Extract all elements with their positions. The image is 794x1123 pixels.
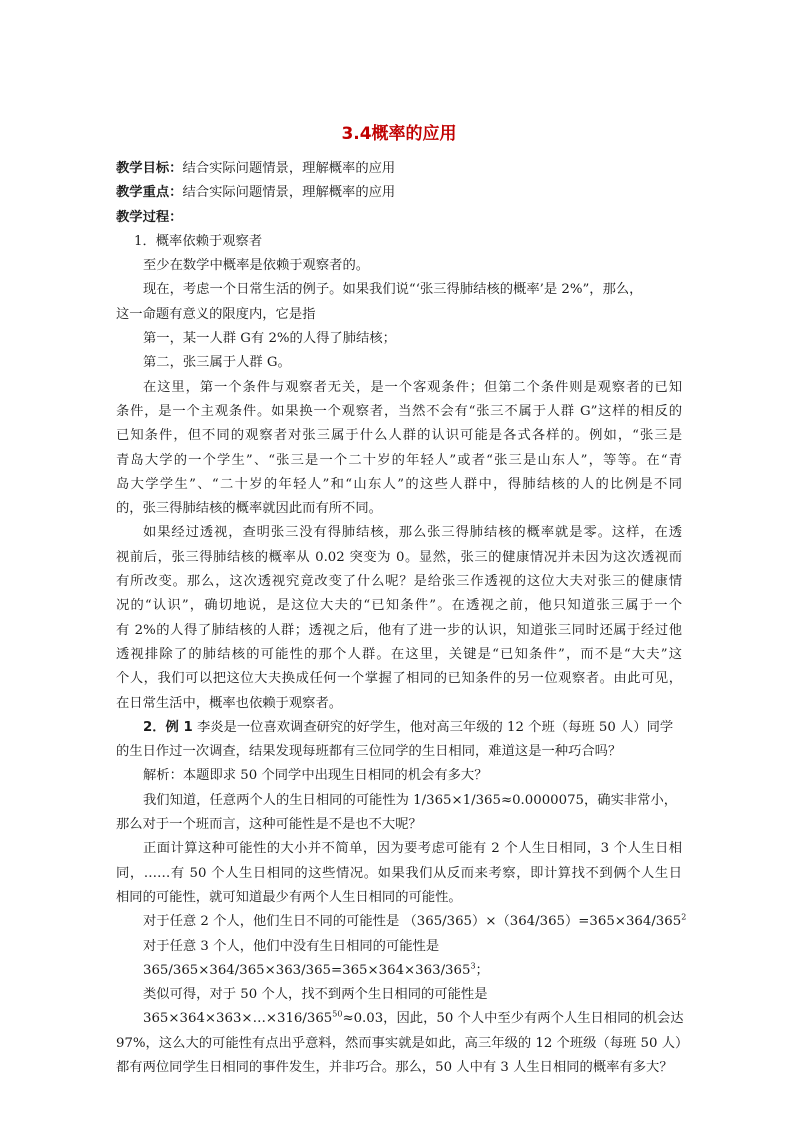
paragraph-5-line-6: 的，张三得肺结核的概率就因此而有所不同。	[116, 501, 382, 517]
teaching-focus-text: 结合实际问题情景，理解概率的应用	[182, 185, 396, 201]
paragraph-6-line-7: 个人，我们可以把这位大夫换成任何一个掌握了相同的已知条件的另一位观察者。由此可见，	[116, 671, 682, 687]
analysis-line-8a	[116, 1007, 682, 1031]
paragraph-2-line-2: 这一命题有意义的限度内，它是指	[116, 306, 316, 322]
analysis-line-8c: 都有两位同学生日相同的事件发生，并非巧合。那么，50 人中有 3 人生日相同的概率有多大？	[116, 1059, 673, 1075]
document-body	[116, 157, 689, 1080]
paragraph-5-line-2: 条件，是一个主观条件。如果换一个观察者，当然不会有“张三不属于人群 G”这样的相反的	[116, 403, 682, 419]
formula-fifty-people-tail: ≈0.03，因此，50 个人中至少有两个人生日相同的机会达	[342, 1011, 684, 1027]
section1-heading: 1．概率依赖于观察者	[134, 233, 263, 249]
teaching-goal-line	[116, 157, 682, 181]
paragraph-5-line-4: 青岛大学的一个学生”、“张三是一个二十岁的年轻人”或者“张三是山东人”，等等。在“青	[116, 452, 682, 468]
formula-fifty-people: 365×364×363×…×316/365	[143, 1011, 333, 1027]
page-title: 3.4概率的应用	[341, 124, 457, 144]
paragraph-6-line-5: 有 2%的人得了肺结核的人群；透视之后，他有了进一步的认识，知道张三同时还属于经过他	[116, 622, 682, 638]
teaching-process-line	[116, 206, 682, 230]
paragraph-2-line-1: 现在，考虑一个日常生活的例子。如果我们说“‘张三得肺结核的概率’是 2%”，那么，	[143, 282, 643, 298]
formula-two-people-exponent: 2	[681, 912, 687, 922]
teaching-goal-text: 结合实际问题情景，理解概率的应用	[182, 161, 396, 176]
analysis-line-5: 对于任意 3 个人，他们中没有生日相同的可能性是	[143, 938, 440, 954]
analysis-line-2a: 我们知道，任意两个人的生日相同的可能性为 1/365×1/365≈0.0000075，确实非常小，	[143, 792, 678, 808]
analysis-line-3a: 正面计算这种可能性的大小并不简单，因为要考虑可能有 2 个人生日相同，3 个人生日相	[143, 841, 682, 857]
teaching-focus-line	[116, 181, 682, 205]
paragraph-6-line-4: 况的“认识”，确切地说，是这位大夫的“已知条件”。在透视之前，他只知道张三属于一个	[116, 598, 682, 614]
teaching-focus-label: 教学重点：	[116, 185, 183, 201]
paragraph-6-line-6: 透视排除了的肺结核的可能性的那个人群。在这里，关键是“已知条件”，而不是“大夫”这	[116, 646, 682, 662]
analysis-line-3b: 同，……有 50 个人生日相同的这些情况。如果我们从反而来考察，即计算找不到俩个人生日	[116, 865, 682, 881]
example-line-1	[116, 716, 682, 740]
example-line-2: 的生日作过一次调查，结果发现每班都有三位同学的生日相同，难道这是一种巧合吗？	[116, 744, 622, 760]
formula-fifty-people-exponent: 50	[332, 1009, 343, 1019]
formula-three-people-exponent: 3	[470, 961, 476, 971]
analysis-line-2b: 那么对于一个班而言，这种可能性是不是也不大呢？	[116, 817, 422, 833]
analysis-line-1: 解析：本题即求 50 个同学中出现生日相同的机会有多大？	[143, 768, 488, 784]
analysis-line-4	[116, 910, 687, 934]
paragraph-5-line-1: 在这里，第一个条件与观察者无关，是一个客观条件；但第二个条件则是观察者的已知	[143, 379, 682, 395]
paragraph-5-line-3: 已知条件，但不同的观察者对张三属于什么人群的认识可能是各式各样的。例如，“张三是	[116, 428, 682, 444]
paragraph-6-line-1: 如果经过透视，查明张三没有得肺结核，那么张三得肺结核的概率就是零。这样，在透	[143, 525, 682, 541]
teaching-process-label: 教学过程：	[116, 209, 183, 225]
paragraph-6-line-2: 视前后，张三得肺结核的概率从 0.02 突变为 0。显然，张三的健康情况并未因为这次透视而	[116, 549, 682, 565]
paragraph-1: 至少在数学中概率是依赖于观察者的。	[143, 258, 370, 274]
paragraph-6-line-8: 在日常生活中，概率也依赖于观察者。	[116, 695, 343, 711]
analysis-line-6	[116, 959, 682, 983]
example-number: 2．例 1	[143, 719, 193, 735]
paragraph-6-line-3: 有所改变。那么，这次透视究竟改变了什么呢？是给张三作透视的这位大夫对张三的健康情	[116, 574, 682, 590]
analysis-line-7: 类似可得，对于 50 个人，找不到两个生日相同的可能性是	[143, 987, 488, 1003]
analysis-line-3c: 相同的可能性，就可知道最少有两个人生日相同的可能性。	[116, 889, 462, 905]
paragraph-3: 第一，某一人群 G有 2%的人得了肺结核；	[143, 331, 396, 347]
formula-three-people-tail: ；	[475, 962, 489, 978]
formula-two-people: 对于任意 2 个人，他们生日不同的可能性是 （365/365）×（364/365）=365×364/365	[143, 914, 682, 930]
example-text-1: 李炎是一位喜欢调查研究的好学生，他对高三年级的 12 个班（每班 50 人）同学	[192, 719, 674, 735]
analysis-line-8b: 97%，这么大的可能性有点出乎意料，然而事实就是如此，高三年级的 12 个班级（每班 50 人）	[116, 1035, 689, 1051]
formula-three-people: 365/365×364/365×363/365=365×364×363/365	[143, 962, 471, 978]
paragraph-5-line-5: 岛大学学生”、“二十岁的年轻人”和“山东人”的这些人群中，得肺结核的人的比例是不同	[116, 476, 682, 492]
teaching-goal-label: 教学目标：	[116, 161, 183, 176]
paragraph-4: 第二，张三属于人群 G。	[143, 355, 291, 371]
